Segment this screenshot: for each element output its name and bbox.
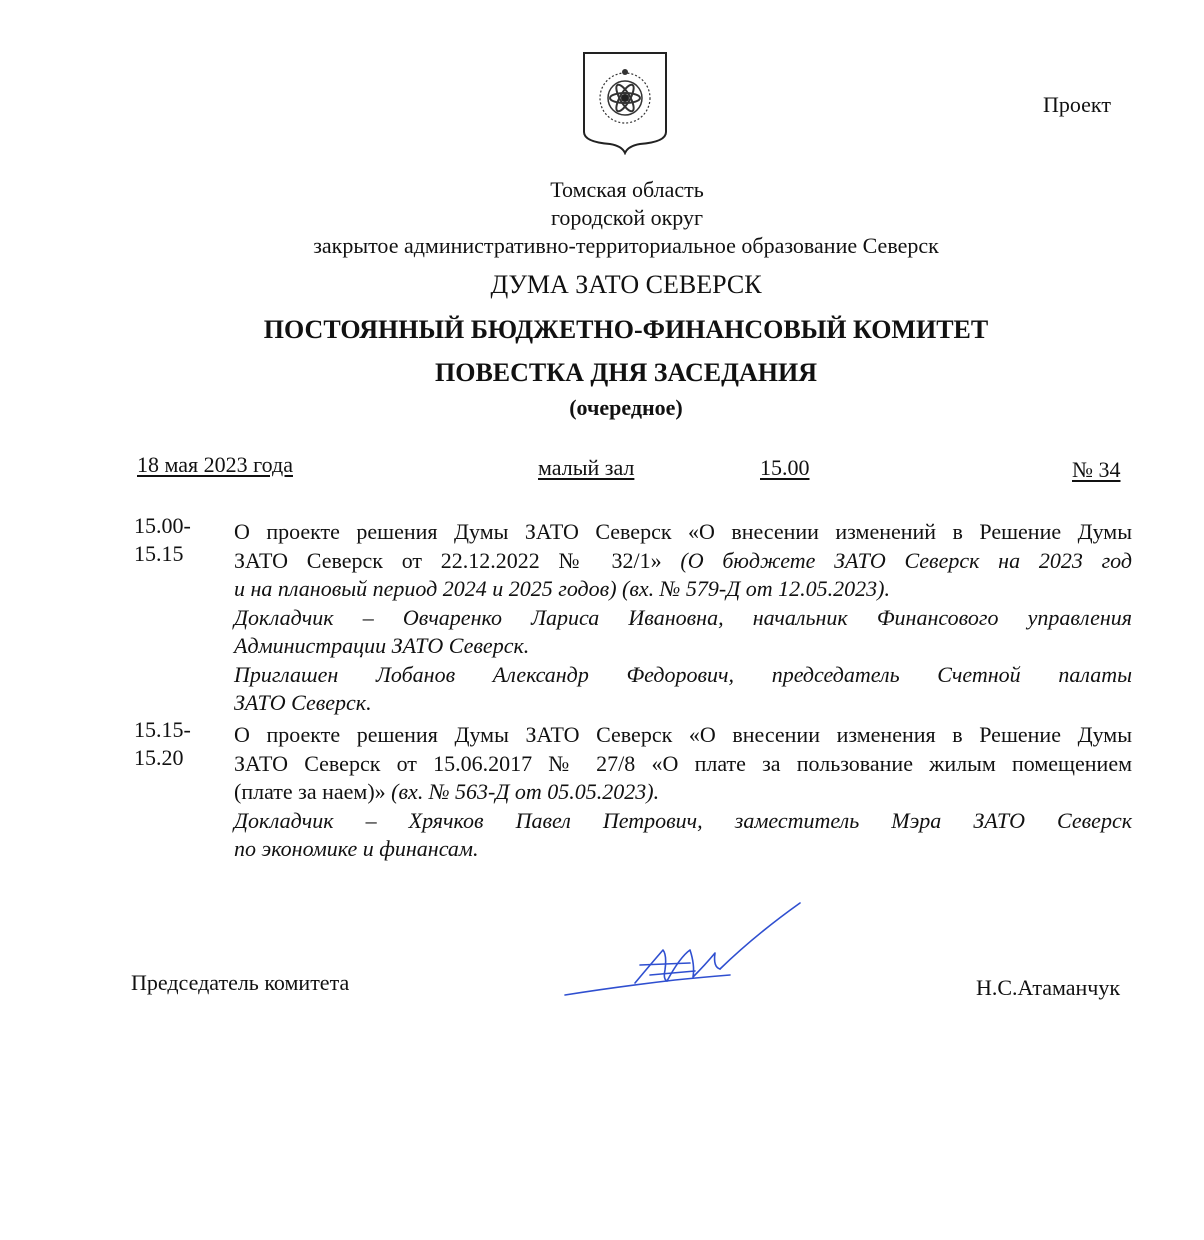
entity-line: закрытое административно-территориальное образование Северск <box>313 233 939 258</box>
meeting-room: малый зал <box>538 455 635 480</box>
speaker-line: по экономике и финансам. <box>234 836 479 861</box>
agenda-item-time <box>134 512 191 568</box>
item-text-line: и на плановый период 2024 и 2025 годов) (вх. № 579-Д от 12.05.2023). <box>234 576 890 601</box>
signatory-position: Председатель комитета <box>131 970 350 995</box>
agenda-item <box>234 721 1132 864</box>
region-line: Томская область <box>550 177 704 202</box>
item-text-regular: ЗАТО Северск от 22.12.2022 № 32/1» <box>234 547 662 573</box>
agenda-item <box>234 518 1132 718</box>
meeting-time: 15.00 <box>760 455 810 480</box>
signatory-name: Н.С.Атаманчук <box>976 975 1121 1000</box>
time-start: 15.15- <box>134 717 191 742</box>
document-status: Проект <box>1043 92 1111 117</box>
invited-line: Приглашен Лобанов Александр Федорович, председатель Счетной палаты <box>234 661 1132 687</box>
committee-name: ПОСТОЯННЫЙ БЮДЖЕТНО-ФИНАНСОВЫЙ КОМИТЕТ <box>263 315 989 344</box>
time-start: 15.00- <box>134 513 191 538</box>
item-text-line <box>234 778 1132 807</box>
council-name: ДУМА ЗАТО СЕВЕРСК <box>490 270 762 299</box>
district-line: городской округ <box>550 205 704 230</box>
page-subtitle: (очередное) <box>569 395 683 420</box>
handwritten-signature <box>555 895 810 1005</box>
agenda-item-time <box>134 716 191 772</box>
item-text-italic: (О бюджете ЗАТО Северск на 2023 год <box>661 547 1132 573</box>
coat-of-arms-emblem <box>580 50 670 155</box>
meeting-number: № 34 <box>1072 457 1121 482</box>
item-text-line <box>234 547 1132 576</box>
item-text-regular: (плате за наем)» <box>234 779 386 804</box>
item-text-line: О проекте решения Думы ЗАТО Северск «О внесении изменения в Решение Думы <box>234 722 1132 747</box>
time-end: 15.20 <box>134 745 184 770</box>
page-title: ПОВЕСТКА ДНЯ ЗАСЕДАНИЯ <box>435 358 817 387</box>
item-text-italic: (вх. № 563-Д от 05.05.2023). <box>385 779 660 804</box>
speaker-line: Администрации ЗАТО Северск. <box>234 633 530 658</box>
invited-line: ЗАТО Северск. <box>234 690 372 715</box>
item-text-line: О проекте решения Думы ЗАТО Северск «О внесении изменений в Решение Думы <box>234 519 1132 544</box>
speaker-line: Докладчик – Овчаренко Лариса Ивановна, начальник Финансового управления <box>234 604 1132 630</box>
meeting-date: 18 мая 2023 года <box>137 452 293 477</box>
time-end: 15.15 <box>134 541 184 566</box>
speaker-line: Докладчик – Хрячков Павел Петрович, заместитель Мэра ЗАТО Северск <box>234 807 1132 833</box>
item-text-line: ЗАТО Северск от 15.06.2017 № 27/8 «О плате за пользование жилым помещением <box>234 750 1132 776</box>
